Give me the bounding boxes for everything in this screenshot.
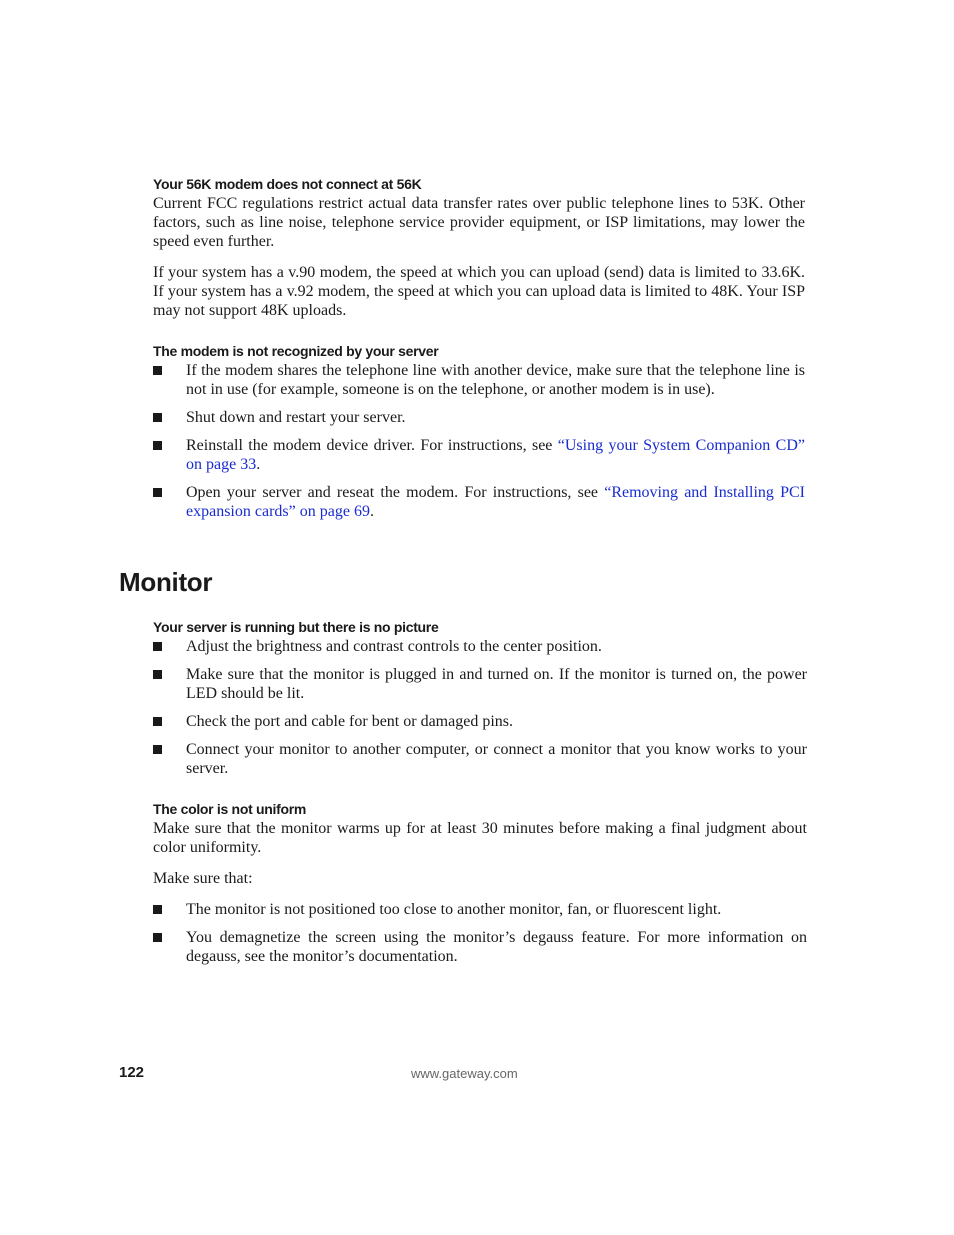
list-item-text: If the modem shares the telephone line with another device, make sure that the telephone line is not in use (for example, someone is on the telephone, or another modem is in use). <box>186 362 805 398</box>
link-system-companion-cd[interactable]: “Using your System Companion CD” on page 33 <box>186 437 806 473</box>
list-item <box>153 408 805 427</box>
list-item <box>153 900 807 919</box>
bullet-square-icon <box>153 745 162 754</box>
heading-color-not-uniform: The color is not uniform <box>153 801 307 817</box>
paragraph-upload-speed: If your system has a v.90 modem, the speed at which you can upload (send) data is limited to 33.6K. If your system has a v.92 modem, the speed at which you can upload data is limited to 48K. Your ISP may not support 48K uploads. <box>153 264 805 319</box>
monitor-section <box>153 618 807 966</box>
bullet-square-icon <box>153 933 162 942</box>
list-item-text: Check the port and cable for bent or damaged pins. <box>186 713 513 730</box>
bullet-square-icon <box>153 717 162 726</box>
list-item <box>153 665 807 703</box>
bullet-square-icon <box>153 905 162 914</box>
list-item-text: Connect your monitor to another computer, or connect a monitor that you know works to your server. <box>186 741 807 777</box>
list-item <box>153 740 807 778</box>
bullet-square-icon <box>153 670 162 679</box>
bullet-square-icon <box>153 488 162 497</box>
list-item-text: Reinstall the modem device driver. For instructions, see <box>186 437 558 454</box>
paragraph-make-sure-that: Make sure that: <box>153 870 253 887</box>
list-item <box>153 928 807 966</box>
color-bullet-list <box>153 900 807 966</box>
list-item <box>153 637 807 656</box>
bullet-square-icon <box>153 413 162 422</box>
list-item-text: You demagnetize the screen using the monitor’s degauss feature. For more information on degauss, see the monitor’s documentation. <box>186 929 807 965</box>
paragraph-fcc-regulations: Current FCC regulations restrict actual data transfer rates over public telephone lines to 53K. Other factors, such as line noise, telephone service provider equipment, or ISP limitations, may lower the speed even further. <box>153 195 805 250</box>
page-number: 122 <box>119 1064 145 1081</box>
bullet-square-icon <box>153 441 162 450</box>
section-title-monitor: Monitor <box>119 567 213 597</box>
list-item-punctuation: . <box>369 503 374 520</box>
heading-no-picture: Your server is running but there is no picture <box>153 619 439 635</box>
list-item-text: Shut down and restart your server. <box>186 409 406 426</box>
list-item <box>153 436 805 474</box>
footer-url[interactable]: www.gateway.com <box>411 1066 518 1081</box>
list-item-text: The monitor is not positioned too close to another monitor, fan, or fluorescent light. <box>186 901 722 918</box>
list-item <box>153 712 807 731</box>
list-item-text: Adjust the brightness and contrast controls to the center position. <box>186 638 602 655</box>
no-picture-bullet-list <box>153 637 807 778</box>
list-item-text: Make sure that the monitor is plugged in and turned on. If the monitor is turned on, the power LED should be lit. <box>186 666 807 702</box>
bullet-square-icon <box>153 642 162 651</box>
list-item-text: Open your server and reseat the modem. For instructions, see <box>186 484 605 501</box>
paragraph-warm-up: Make sure that the monitor warms up for at least 30 minutes before making a final judgment about color uniformity. <box>153 820 807 856</box>
bullet-square-icon <box>153 366 162 375</box>
heading-56k-modem: Your 56K modem does not connect at 56K <box>153 176 422 192</box>
list-item <box>153 483 805 521</box>
modem-section <box>153 175 805 521</box>
heading-modem-not-recognized: The modem is not recognized by your server <box>153 343 439 359</box>
link-removing-pci-cards[interactable]: “Removing and Installing PCI expansion cards” on page 69 <box>186 484 806 520</box>
list-item <box>153 361 805 399</box>
modem-bullet-list <box>153 361 805 521</box>
list-item-punctuation: . <box>256 456 261 473</box>
